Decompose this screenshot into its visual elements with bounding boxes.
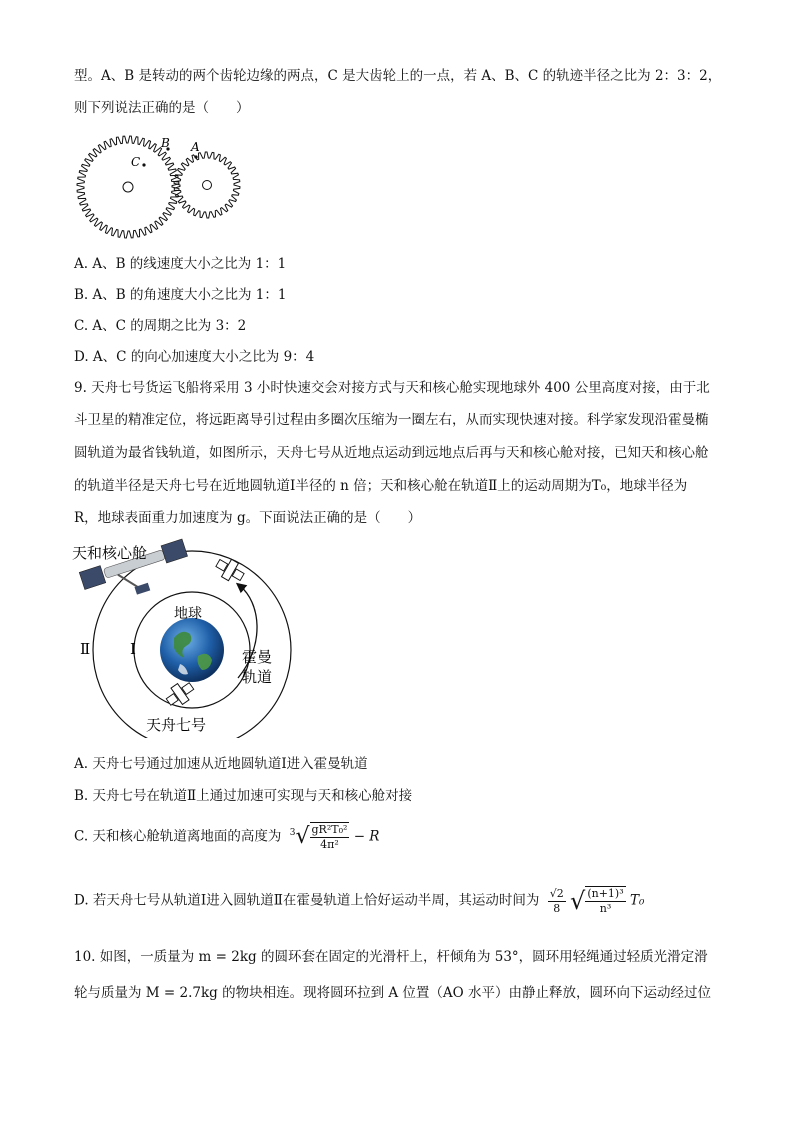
q9-line-1: 9. 天舟七号货运飞船将采用 3 小时快速交会对接方式与天和核心舱实现地球外 400 公里高度对接，由于北 [74, 380, 710, 396]
label-hohmann-2: 轨道 [242, 668, 273, 686]
formula-d-suffix: T₀ [629, 892, 645, 909]
label-ship: 天舟七号 [146, 716, 207, 734]
orbit-figure [70, 538, 310, 738]
q8-option-c: C. A、C 的周期之比为 3：2 [74, 318, 247, 334]
point-c [142, 163, 145, 166]
tianzhou-ship-icon [163, 678, 197, 710]
formula-time: $\frac{√2}{8}$ √ $\frac{\text{(n+1)³}}{\text{n³}}$ T₀ [549, 886, 645, 915]
label-c: C [131, 155, 141, 169]
q9-option-c [74, 822, 379, 852]
label-hohmann-1: 霍曼 [242, 648, 273, 666]
formula-c-suffix: − R [353, 828, 380, 845]
q9-line-3: 圆轨道为最省钱轨道，如图所示，天舟七号从近地点运动到远地点后再与天和核心舱对接，已知天和核心舱 [74, 445, 709, 461]
formula-c-numerator: gR²T₀² [311, 823, 348, 836]
label-orbit-1: Ⅰ [130, 640, 136, 658]
big-gear [77, 136, 179, 238]
label-earth: 地球 [174, 606, 202, 622]
big-gear-axle [123, 182, 133, 192]
small-gear-axle [203, 181, 212, 190]
label-orbit-2: Ⅱ [80, 640, 91, 658]
q9-option-d [74, 886, 644, 916]
label-station: 天和核心舱 [72, 544, 148, 562]
q8-option-b: B. A、B 的角速度大小之比为 1：1 [74, 287, 287, 303]
q9-line-5: R，地球表面重力加速度为 g。下面说法正确的是（ ） [74, 510, 422, 526]
earth [160, 618, 224, 682]
gears-figure [74, 132, 244, 242]
formula-d-rad-num: (n+1)³ [587, 887, 624, 900]
q9-line-2: 斗卫星的精准定位，将远距离导引过程由多圈次压缩为一圈左右，从而实现快速对接。科学家发现沿霍曼椭 [74, 412, 709, 428]
formula-d-coef-num: √2 [549, 886, 564, 900]
q9-option-c-text: C. 天和核心舱轨道离地面的高度为 [74, 828, 282, 845]
label-a: A [191, 140, 200, 154]
formula-c-denominator: 4π² [320, 838, 339, 851]
q8-option-d: D. A、C 的向心加速度大小之比为 9：4 [74, 349, 315, 365]
q9-option-b: B. 天舟七号在轨道Ⅱ上通过加速可实现与天和核心舱对接 [74, 788, 413, 804]
label-b: B [161, 136, 170, 150]
q10-line-1: 10. 如图，一质量为 m = 2kg 的圆环套在固定的光滑杆上，杆倾角为 53°，圆环用轻绳通过轻质光滑定滑 [74, 949, 708, 965]
q8-line-2: 则下列说法正确的是（ ） [74, 100, 250, 116]
q10-line-2: 轮与质量为 M = 2.7kg 的物块相连。现将圆环拉到 A 位置（AO 水平）由静止释放，圆环向下运动经过位 [74, 985, 712, 1001]
formula-d-rad-den: n³ [599, 902, 612, 915]
q9-option-d-text: D. 若天舟七号从轨道Ⅰ进入圆轨道Ⅱ在霍曼轨道上恰好运动半周，其运动时间为 [74, 892, 540, 909]
point-a [194, 155, 197, 158]
formula-height: $^3$√ $\frac{\text{gR²T₀²}}{\text{4π²}}$ − R [289, 823, 380, 851]
q9-line-4: 的轨道半径是天舟七号在近地圆轨道Ⅰ半径的 n 倍；天和核心舱在轨道Ⅱ上的运动周期为T₀，地球半径为 [74, 478, 688, 494]
q8-line-1: 型。A、B 是转动的两个齿轮边缘的两点，C 是大齿轮上的一点，若 A、B、C 的轨迹半径之比为 2：3：2， [74, 68, 722, 84]
q8-option-a: A. A、B 的线速度大小之比为 1：1 [74, 256, 287, 272]
formula-d-coef-den: 8 [553, 901, 561, 915]
small-gear [174, 152, 240, 218]
q9-option-a: A. 天舟七号通过加速从近地圆轨道Ⅰ进入霍曼轨道 [74, 756, 368, 772]
